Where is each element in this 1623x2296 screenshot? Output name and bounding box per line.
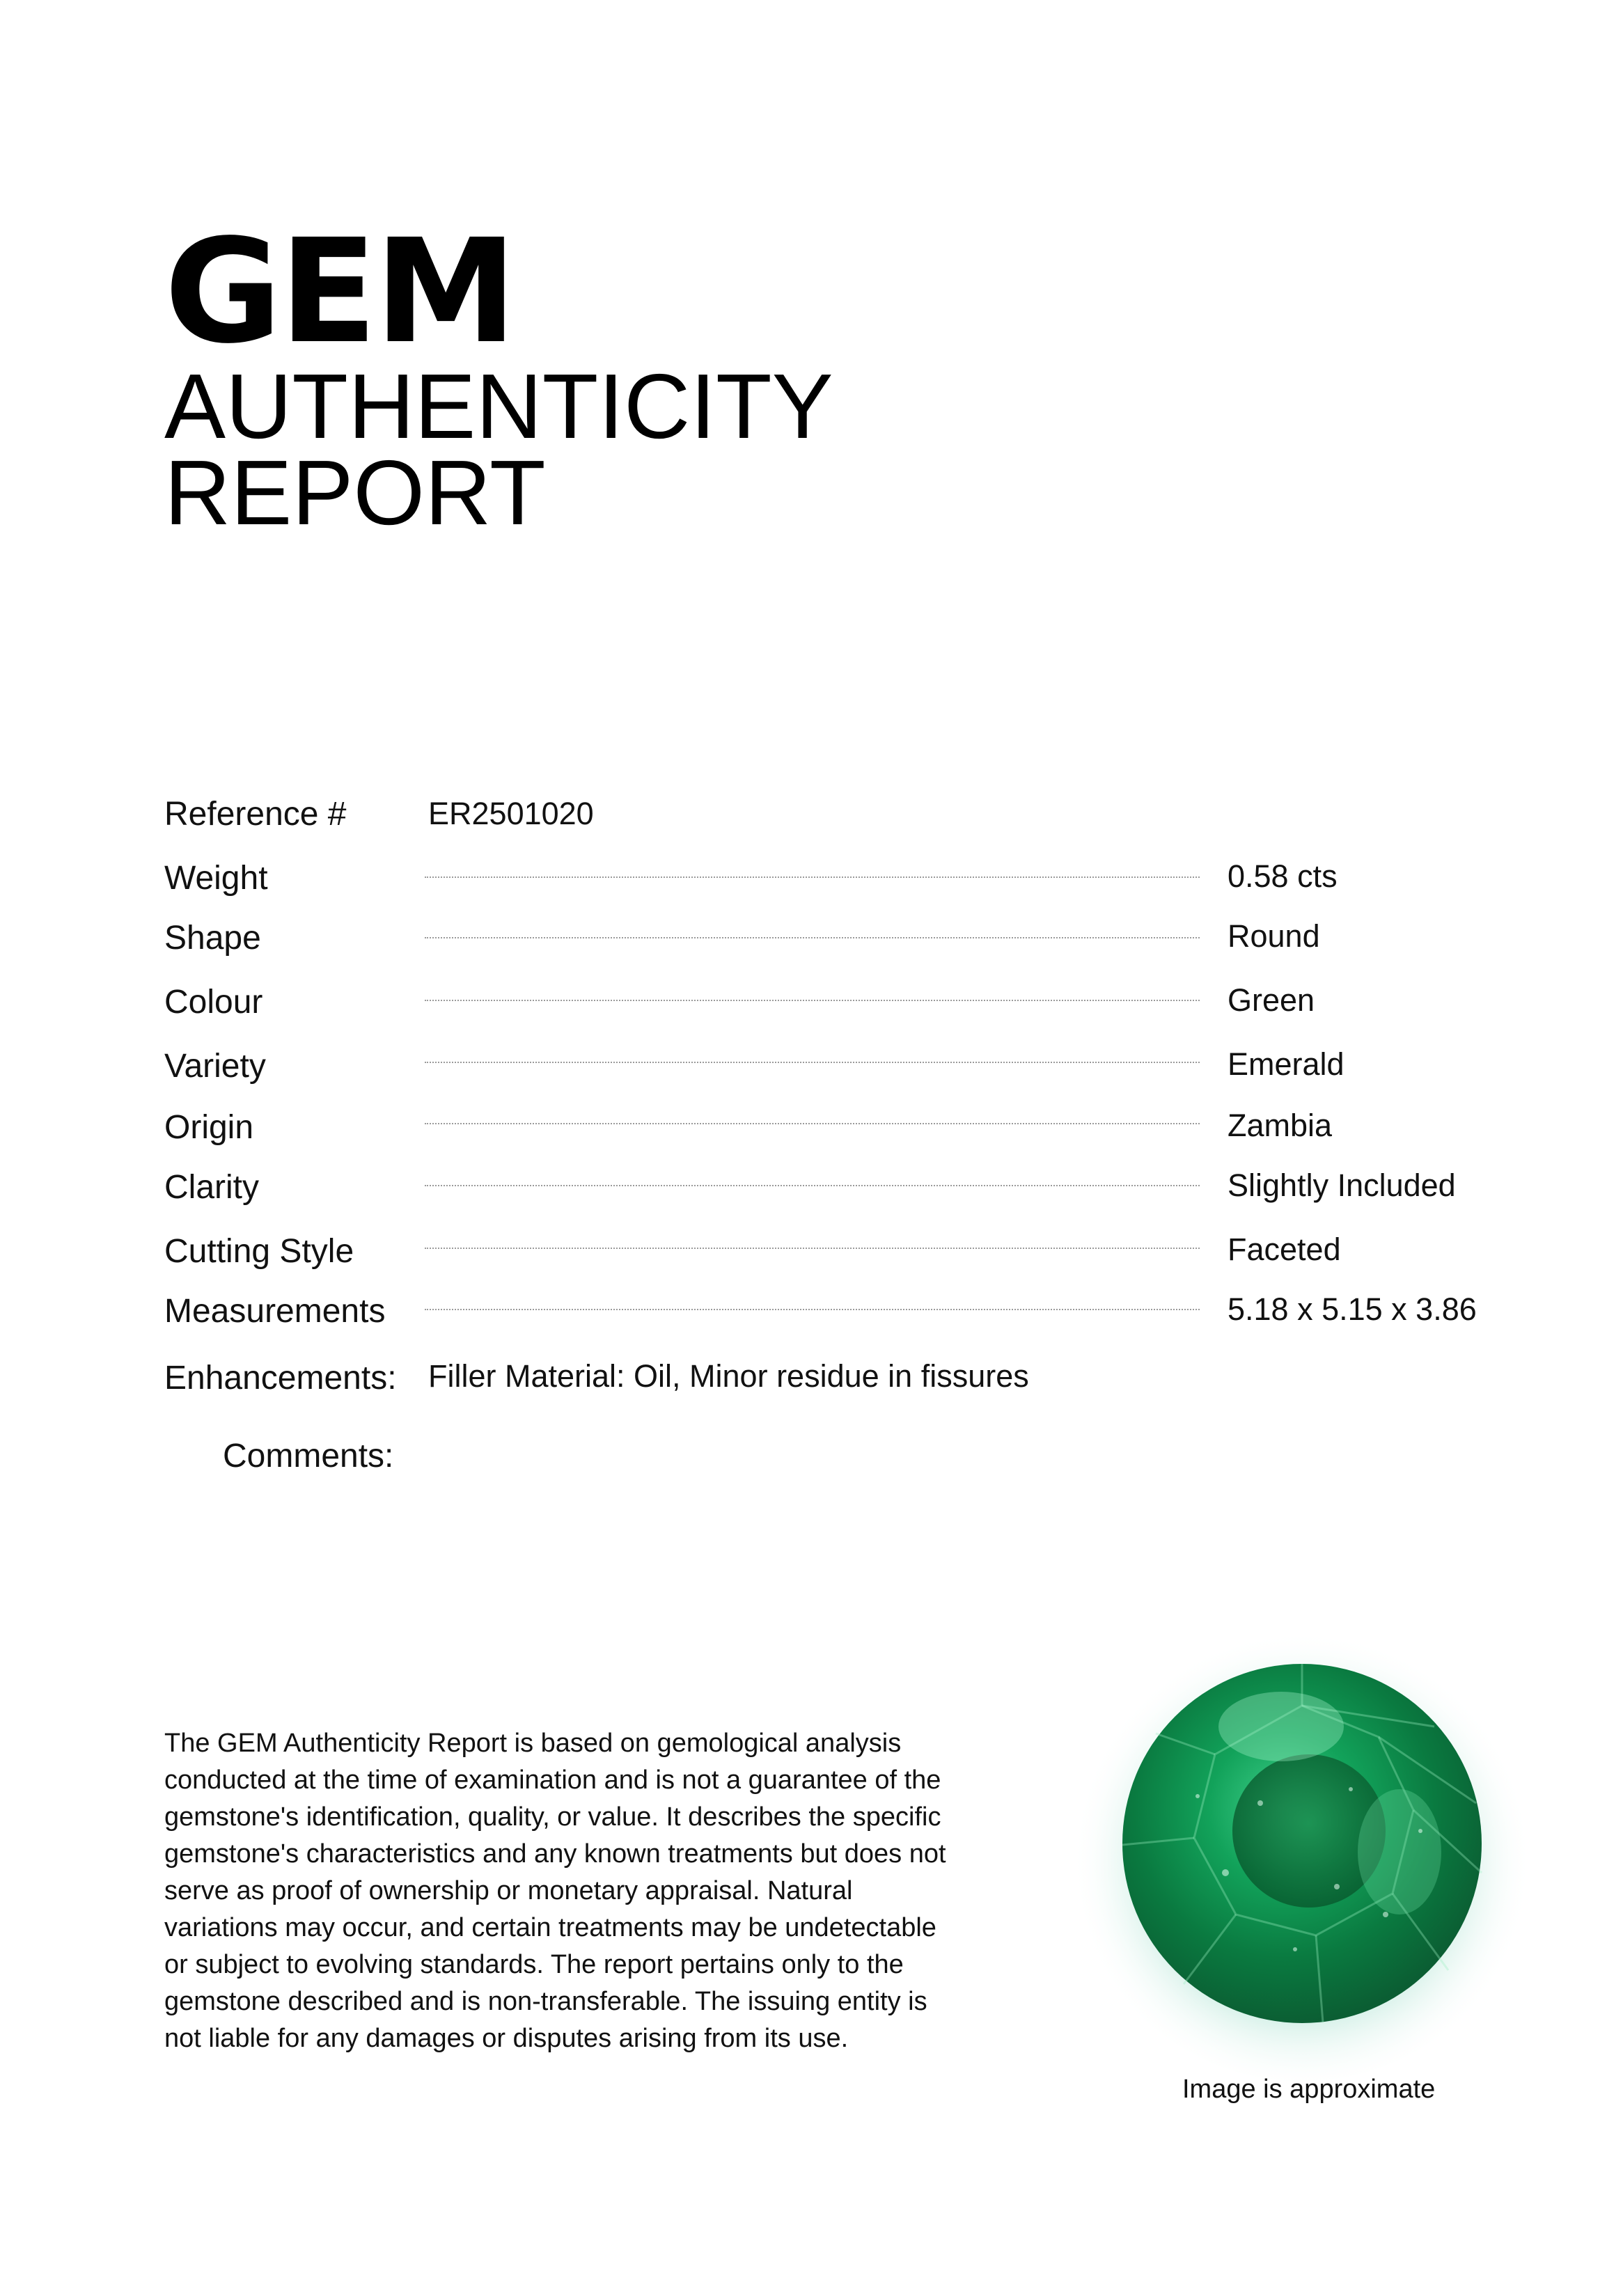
- field-value-weight: 0.58 cts: [1228, 858, 1338, 894]
- enhancements-value: Filler Material: Oil, Minor residue in fissures: [428, 1358, 1029, 1394]
- disclaimer-line: gemstone described and is non-transferable. The issuing entity is: [164, 1987, 927, 2016]
- dotted-leader: [425, 876, 1200, 878]
- reference-value: ER2501020: [428, 796, 594, 831]
- dotted-leader: [425, 1248, 1200, 1249]
- field-value-cutting-style: Faceted: [1228, 1232, 1341, 1267]
- disclaimer-line: variations may occur, and certain treatments may be undetectable: [164, 1913, 936, 1942]
- disclaimer-line: conducted at the time of examination and is not a guarantee of the: [164, 1766, 941, 1795]
- report-title: GEM: [164, 208, 515, 375]
- dotted-leader: [425, 1123, 1200, 1124]
- disclaimer-text: [164, 1725, 1000, 2057]
- disclaimer-line: The GEM Authenticity Report is based on gemological analysis: [164, 1729, 902, 1758]
- comments-label: Comments:: [223, 1438, 394, 1475]
- gem-highlight: [1218, 1692, 1344, 1761]
- report-subtitle-line-2: REPORT: [164, 441, 546, 544]
- field-value-origin: Zambia: [1228, 1108, 1333, 1143]
- image-caption: Image is approximate: [1182, 2075, 1436, 2104]
- field-value-clarity: Slightly Included: [1228, 1167, 1456, 1203]
- field-value-shape: Round: [1228, 918, 1320, 954]
- field-label-variety: Variety: [164, 1048, 266, 1085]
- report-subtitle: [164, 355, 833, 544]
- disclaimer-line: serve as proof of ownership or monetary appraisal. Natural: [164, 1876, 853, 1905]
- disclaimer-line: or subject to evolving standards. The report pertains only to the: [164, 1950, 904, 1979]
- gem-highlight: [1358, 1789, 1441, 1914]
- field-value-measurements: 5.18 x 5.15 x 3.86: [1228, 1291, 1477, 1327]
- field-label-colour: Colour: [164, 984, 263, 1021]
- field-label-weight: Weight: [164, 860, 268, 897]
- dotted-leader: [425, 1185, 1200, 1186]
- dotted-leader: [425, 1309, 1200, 1310]
- field-label-cutting-style: Cutting Style: [164, 1233, 354, 1270]
- dotted-leader: [425, 1062, 1200, 1063]
- dotted-leader: [425, 1000, 1200, 1001]
- reference-label: Reference #: [164, 796, 347, 833]
- field-value-variety: Emerald: [1228, 1046, 1344, 1082]
- field-label-shape: Shape: [164, 920, 261, 957]
- emerald-gemstone-image: [1072, 1622, 1532, 2082]
- field-value-colour: Green: [1228, 982, 1315, 1018]
- report-subtitle-line-1: AUTHENTICITY: [164, 355, 833, 457]
- dotted-leader: [425, 937, 1200, 938]
- field-label-origin: Origin: [164, 1109, 254, 1146]
- disclaimer-line: gemstone's identification, quality, or value. It describes the specific: [164, 1802, 941, 1832]
- enhancements-label: Enhancements:: [164, 1360, 397, 1397]
- disclaimer-line: gemstone's characteristics and any known treatments but does not: [164, 1839, 946, 1869]
- disclaimer-line: not liable for any damages or disputes arising from its use.: [164, 2024, 849, 2053]
- field-label-measurements: Measurements: [164, 1293, 386, 1330]
- field-label-clarity: Clarity: [164, 1169, 260, 1206]
